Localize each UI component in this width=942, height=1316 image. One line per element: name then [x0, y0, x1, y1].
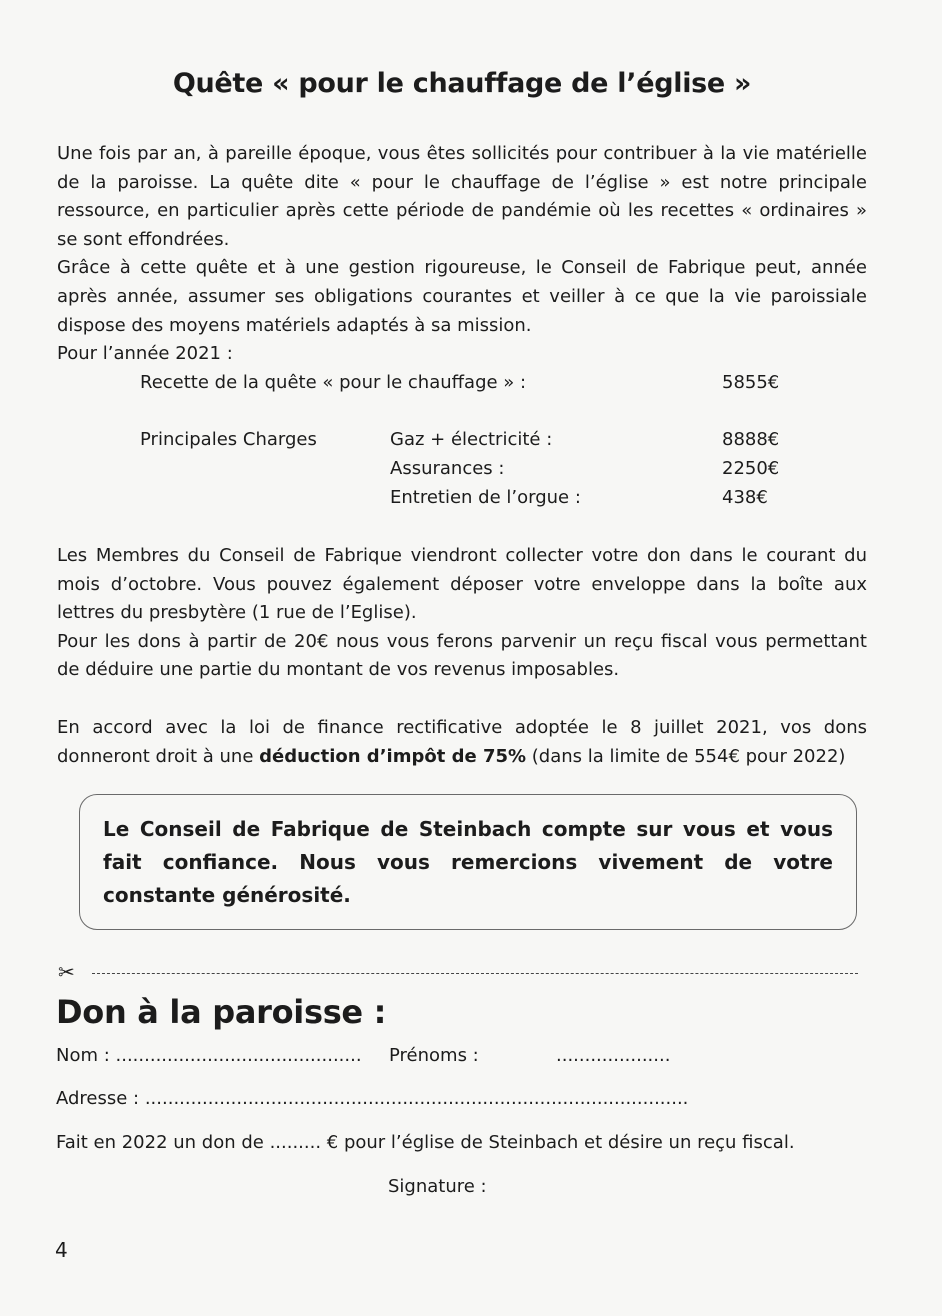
charge-amount: 8888€: [722, 429, 780, 450]
intro-section: [57, 140, 867, 369]
page-number: 4: [55, 1238, 68, 1262]
charge-amount: 2250€: [722, 458, 780, 479]
dashed-divider: [92, 973, 858, 974]
page-title: Quête « pour le chauffage de l’église »: [172, 68, 752, 99]
donation-form-title: Don à la paroisse :: [56, 993, 387, 1031]
adresse-field[interactable]: Adresse : ...............................................................................................: [56, 1088, 689, 1109]
callout-box: [79, 794, 857, 930]
collect-section: [57, 542, 867, 685]
tax-text-before: En accord avec la loi de finance rectificative adoptée le 8 juillet 2021, vos dons donneront droit à une: [57, 717, 867, 767]
cut-line: [58, 961, 858, 983]
tax-paragraph: [57, 714, 867, 771]
collect-paragraph-2: Pour les dons à partir de 20€ nous vous ferons parvenir un reçu fiscal vous permettant de déduire une partie du montant de vos revenus imposables.: [57, 630, 867, 681]
prenoms-field[interactable]: ....................: [556, 1045, 671, 1066]
charge-label: Gaz + électricité :: [390, 429, 553, 450]
intro-paragraph-2: Grâce à cette quête et à une gestion rigoureuse, le Conseil de Fabrique peut, année après année, assumer ses obligations courantes et veiller à ce que la vie paroissiale dispose des moyens matériels adaptés à sa mission.: [57, 257, 867, 336]
recette-amount: 5855€: [722, 372, 780, 393]
intro-paragraph-1: Une fois par an, à pareille époque, vous êtes sollicités pour contribuer à la vie matérielle de la paroisse. La quête dite « pour le chauffage de l’église » est notre principale ressource, en particulier après cette période de pandémie où les recettes « ordinaires » se sont effondrées.: [57, 143, 867, 250]
tax-deduction-highlight: déduction d’impôt de 75%: [259, 745, 527, 767]
recette-label: Recette de la quête « pour le chauffage » :: [140, 372, 527, 393]
charges-label: Principales Charges: [140, 429, 317, 450]
nom-field[interactable]: Nom : ...........................................: [56, 1045, 362, 1066]
scissors-icon: ✂: [58, 960, 75, 984]
prenoms-label: Prénoms :: [389, 1045, 479, 1066]
charge-label: Entretien de l’orgue :: [390, 487, 581, 508]
donation-statement[interactable]: Fait en 2022 un don de ......... € pour l’église de Steinbach et désire un reçu fiscal.: [56, 1132, 795, 1153]
collect-paragraph-1: Les Membres du Conseil de Fabrique viendront collecter votre don dans le courant du mois d’octobre. Vous pouvez également déposer votre enveloppe dans la boîte aux lettres du presbytère (1 rue de l’Eglise).: [57, 545, 867, 624]
signature-label: Signature :: [388, 1176, 487, 1197]
charge-label: Assurances :: [390, 458, 505, 479]
year-label: Pour l’année 2021 :: [57, 343, 233, 365]
tax-text-after: (dans la limite de 554€ pour 2022): [526, 745, 846, 767]
callout-text: Le Conseil de Fabrique de Steinbach compte sur vous et vous fait confiance. Nous vous remercions vivement de votre constante générosité.: [103, 817, 833, 907]
charge-amount: 438€: [722, 487, 768, 508]
